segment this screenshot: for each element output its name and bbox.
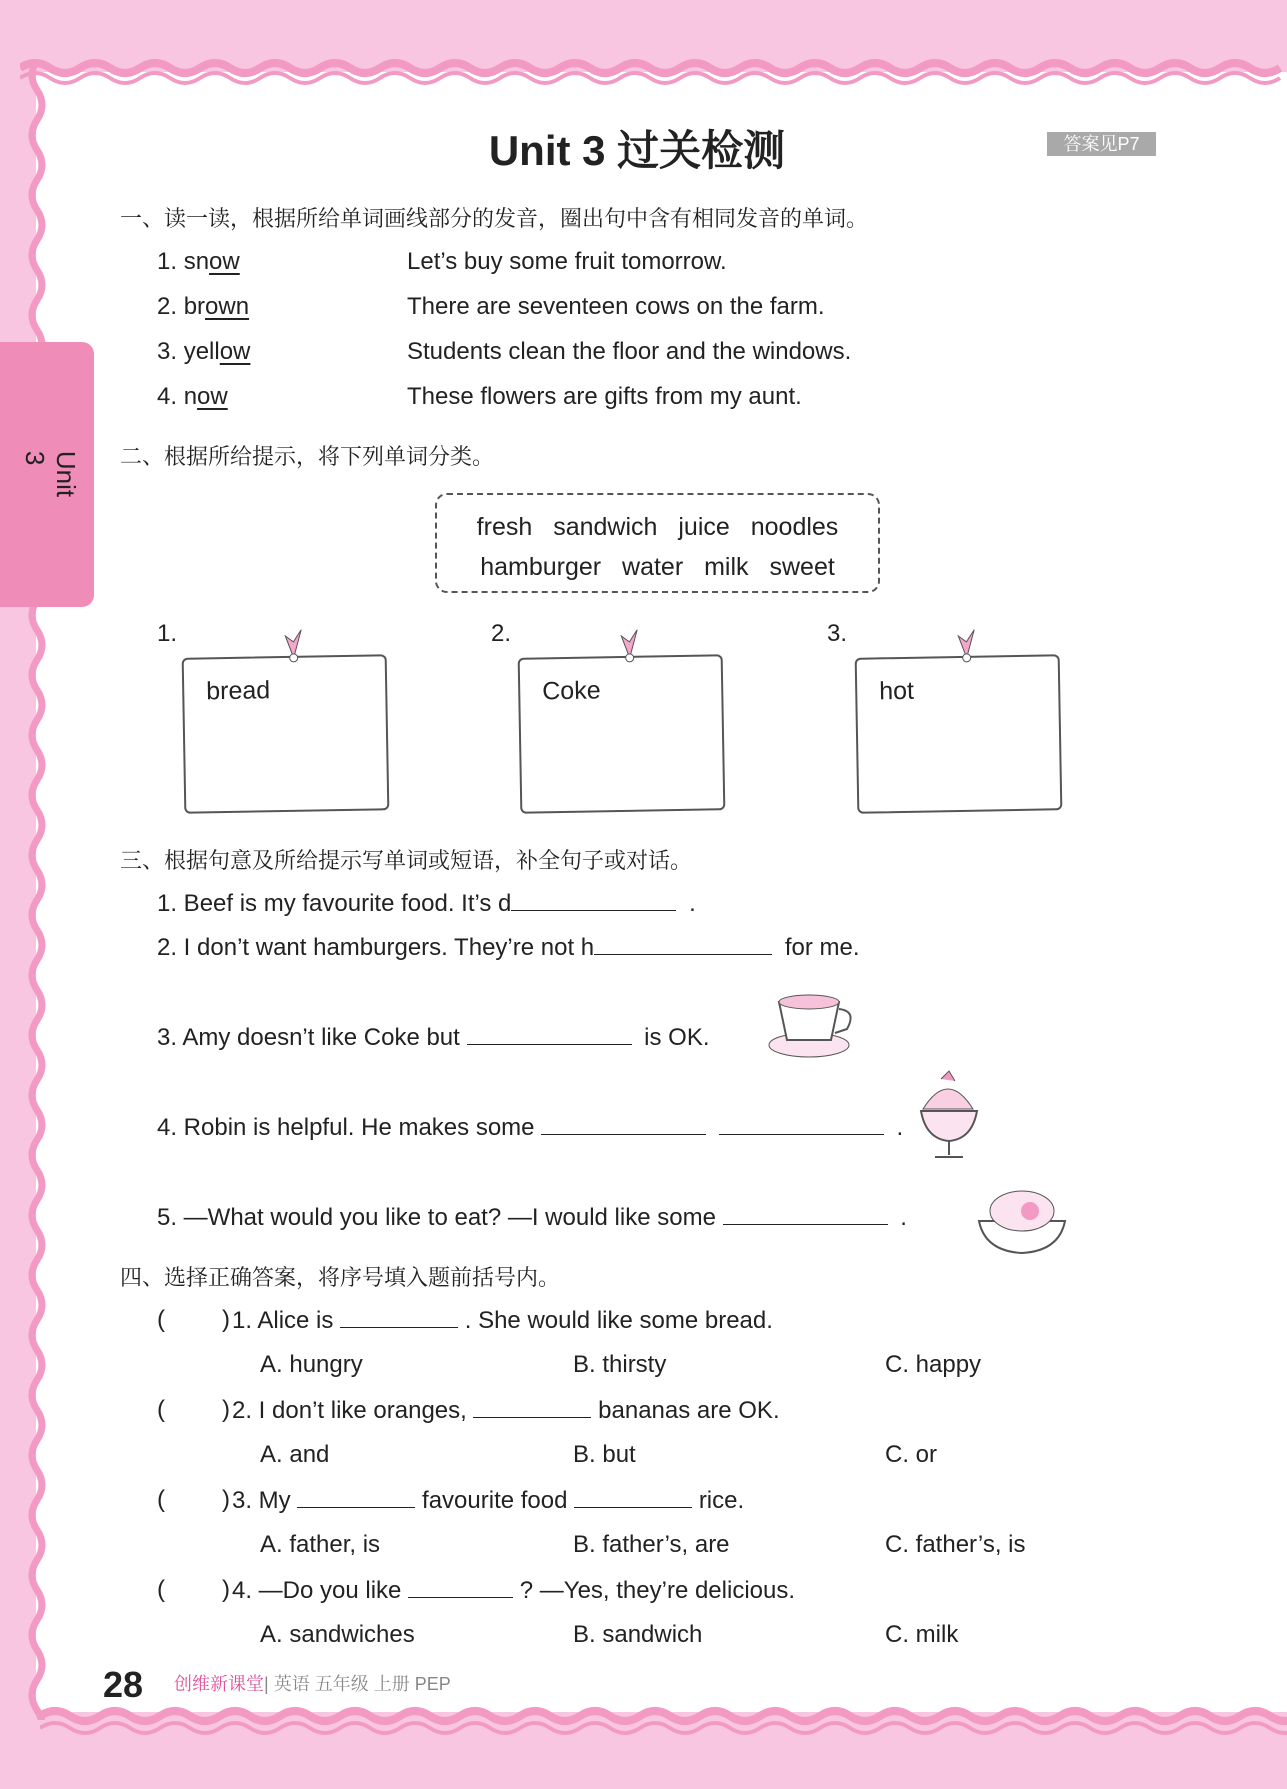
card-label: bread [205, 676, 271, 706]
answer-option[interactable]: B. thirsty [573, 1351, 667, 1378]
section1-heading: 一、读一读，根据所给单词画线部分的发音，圈出句中含有相同发音的单词。 [120, 206, 869, 231]
answer-blank[interactable] [467, 1023, 632, 1045]
question-stem: bananas are OK. [598, 1397, 780, 1424]
pronunciation-word [157, 338, 250, 366]
bracket-open: ( [157, 1576, 165, 1603]
word-bank-line: hamburger water milk sweet [480, 553, 835, 581]
footer-separator: | [264, 1674, 269, 1694]
top-wave-border [20, 50, 1287, 86]
fill-in-sentence [157, 1023, 710, 1052]
underlined-sound: ow [209, 248, 240, 275]
answer-blank[interactable] [719, 1113, 884, 1135]
sentence-text: 3. Amy doesn’t like Coke but [157, 1024, 460, 1051]
item-number: 1. [157, 248, 178, 275]
sentence-to-circle[interactable]: Students clean the floor and the windows. [407, 338, 852, 365]
question-stem: 1. Alice is [232, 1307, 334, 1334]
answer-option[interactable]: A. hungry [260, 1351, 363, 1378]
answer-option[interactable]: C. milk [885, 1621, 959, 1648]
word-part: sn [183, 248, 210, 275]
fill-in-sentence [157, 1203, 907, 1232]
footer-info [174, 1670, 451, 1696]
sentence-to-circle[interactable]: There are seventeen cows on the farm. [407, 293, 825, 320]
question-text [232, 1306, 773, 1335]
question-stem: . She would like some bread. [464, 1307, 773, 1334]
card-label: Coke [541, 676, 601, 706]
answer-blank[interactable] [408, 1576, 513, 1598]
answer-option[interactable]: B. but [573, 1441, 636, 1468]
answer-blank[interactable] [511, 889, 676, 911]
category-card[interactable] [855, 654, 1063, 814]
sentence-text: . [689, 890, 696, 917]
card-number: 1. [157, 620, 178, 647]
card-label: hot [878, 676, 915, 706]
bracket-open: ( [157, 1486, 165, 1513]
answer-option[interactable]: A. sandwiches [260, 1621, 415, 1648]
answer-option[interactable]: A. and [260, 1441, 330, 1468]
section4-heading: 四、选择正确答案，将序号填入题前括号内。 [120, 1265, 561, 1290]
fill-in-sentence [157, 1113, 903, 1142]
underlined-sound: own [205, 293, 250, 320]
answer-blank[interactable] [723, 1203, 888, 1225]
answer-blank[interactable] [574, 1486, 692, 1508]
answer-option[interactable]: B. sandwich [573, 1621, 703, 1648]
card-number: 2. [491, 620, 512, 647]
answer-bracket[interactable] [168, 1488, 226, 1510]
answer-blank[interactable] [541, 1113, 706, 1135]
answer-bracket[interactable] [168, 1308, 226, 1330]
question-stem: 4. —Do you like [232, 1577, 402, 1604]
word-part: yell [183, 338, 220, 365]
answer-option[interactable]: C. father’s, is [885, 1531, 1026, 1558]
ribbon-pin-icon [278, 628, 309, 665]
bracket-close: ) [222, 1486, 230, 1513]
word-bank-line: fresh sandwich juice noodles [476, 513, 839, 541]
sentence-to-circle[interactable]: These flowers are gifts from my aunt. [407, 383, 802, 410]
underlined-sound: ow [197, 383, 228, 410]
answer-option[interactable]: C. or [885, 1441, 938, 1468]
answer-blank[interactable] [594, 933, 772, 955]
footer-book-info: 英语 五年级 上册 PEP [273, 1674, 451, 1694]
question-stem: 2. I don’t like oranges, [232, 1397, 467, 1424]
sentence-text: 4. Robin is helpful. He makes some [157, 1114, 535, 1141]
sentence-to-circle[interactable]: Let’s buy some fruit tomorrow. [407, 248, 727, 275]
bottom-wave-border [40, 1704, 1287, 1740]
page-number: 28 [103, 1664, 144, 1705]
answer-option[interactable]: C. happy [885, 1351, 982, 1378]
item-number: 4. [157, 383, 178, 410]
question-text [232, 1396, 780, 1425]
underlined-sound: ow [219, 338, 251, 365]
ribbon-pin-icon [951, 628, 982, 665]
bracket-close: ) [222, 1576, 230, 1603]
word-part: n [183, 383, 198, 410]
bracket-close: ) [222, 1396, 230, 1423]
question-stem: favourite food [422, 1487, 568, 1514]
bracket-open: ( [157, 1306, 165, 1333]
question-text [232, 1576, 795, 1605]
item-number: 2. [157, 293, 178, 320]
question-stem: rice. [698, 1487, 745, 1514]
bracket-close: ) [222, 1306, 230, 1333]
question-stem: ? —Yes, they’re delicious. [519, 1577, 796, 1604]
fill-in-sentence [157, 889, 696, 918]
answer-option[interactable]: A. father, is [260, 1531, 381, 1558]
page-title: Unit 3 过关检测 [488, 127, 786, 174]
category-card[interactable] [182, 654, 390, 814]
unit-side-tab [0, 342, 94, 607]
left-wave-border [22, 60, 52, 1720]
pronunciation-word [157, 383, 228, 411]
noodle-bowl-image [975, 1181, 1071, 1263]
sentence-text: is OK. [644, 1024, 710, 1051]
sentence-text: for me. [784, 934, 860, 961]
sundae-image [913, 1069, 993, 1165]
answer-reference-badge: 答案见P7 [1047, 132, 1156, 156]
answer-blank[interactable] [473, 1396, 591, 1418]
teacup-image [764, 987, 864, 1069]
sentence-text: 1. Beef is my favourite food. It’s d [157, 890, 512, 917]
sentence-text: . [900, 1204, 907, 1231]
bracket-open: ( [157, 1396, 165, 1423]
sentence-text: . [896, 1114, 904, 1141]
question-text [232, 1486, 744, 1515]
side-tab-label: Unit 3 [20, 450, 81, 498]
section3-heading: 三、根据句意及所给提示写单词或短语，补全句子或对话。 [120, 848, 693, 873]
pronunciation-word [157, 248, 240, 276]
answer-bracket[interactable] [168, 1578, 226, 1600]
answer-blank[interactable] [297, 1486, 415, 1508]
sentence-text: 5. —What would you like to eat? —I would like some [157, 1204, 716, 1231]
card-number: 3. [827, 620, 848, 647]
fill-in-sentence [157, 933, 860, 962]
category-card[interactable] [518, 654, 726, 814]
word-part: br [183, 293, 206, 320]
section2-heading: 二、根据所给提示，将下列单词分类。 [120, 444, 495, 469]
sentence-text: 2. I don’t want hamburgers. They’re not h [157, 934, 595, 961]
word-bank [435, 493, 880, 593]
question-stem: 3. My [232, 1487, 291, 1514]
ribbon-pin-icon [614, 628, 645, 665]
answer-option[interactable]: B. father’s, are [573, 1531, 730, 1558]
pronunciation-word [157, 293, 249, 321]
answer-blank[interactable] [340, 1306, 458, 1328]
footer-brand: 创维新课堂 [174, 1674, 264, 1694]
answer-bracket[interactable] [168, 1398, 226, 1420]
item-number: 3. [157, 338, 178, 365]
